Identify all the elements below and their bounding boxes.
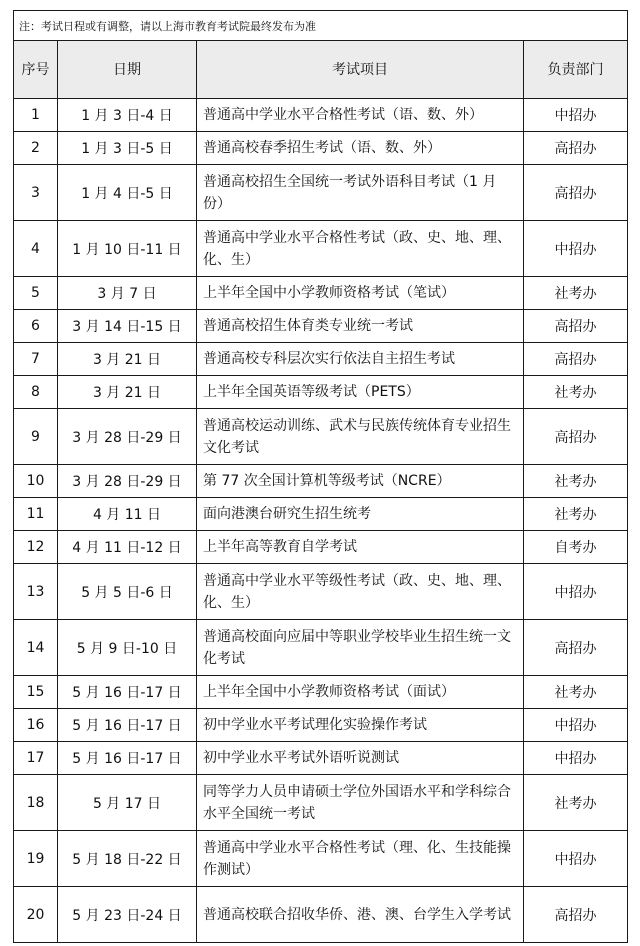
responsible-dept: 社考办 bbox=[524, 676, 628, 709]
row-number: 15 bbox=[14, 676, 58, 709]
header-item: 考试项目 bbox=[197, 41, 524, 99]
exam-item: 普通高中学业水平合格性考试（语、数、外） bbox=[197, 99, 524, 132]
row-number: 14 bbox=[14, 620, 58, 676]
table-row bbox=[14, 343, 628, 376]
responsible-dept: 中招办 bbox=[524, 99, 628, 132]
row-number: 13 bbox=[14, 564, 58, 620]
responsible-dept: 中招办 bbox=[524, 221, 628, 277]
table-row bbox=[14, 564, 628, 620]
exam-item: 普通高校联合招收华侨、港、澳、台学生入学考试 bbox=[197, 887, 524, 943]
exam-item: 上半年全国中小学教师资格考试（面试） bbox=[197, 676, 524, 709]
table-row bbox=[14, 376, 628, 409]
exam-date: 1 月 4 日-5 日 bbox=[58, 165, 197, 221]
table-row bbox=[14, 221, 628, 277]
exam-date: 3 月 14 日-15 日 bbox=[58, 310, 197, 343]
exam-date: 3 月 21 日 bbox=[58, 376, 197, 409]
responsible-dept: 自考办 bbox=[524, 531, 628, 564]
row-number: 7 bbox=[14, 343, 58, 376]
exam-date: 3 月 28 日-29 日 bbox=[58, 409, 197, 465]
row-number: 2 bbox=[14, 132, 58, 165]
row-number: 6 bbox=[14, 310, 58, 343]
exam-item: 初中学业水平考试理化实验操作考试 bbox=[197, 709, 524, 742]
exam-item: 上半年高等教育自学考试 bbox=[197, 531, 524, 564]
responsible-dept: 高招办 bbox=[524, 409, 628, 465]
row-number: 8 bbox=[14, 376, 58, 409]
exam-date: 5 月 17 日 bbox=[58, 775, 197, 831]
responsible-dept: 中招办 bbox=[524, 742, 628, 775]
exam-date: 4 月 11 日-12 日 bbox=[58, 531, 197, 564]
exam-item: 普通高校招生体育类专业统一考试 bbox=[197, 310, 524, 343]
table-row bbox=[14, 676, 628, 709]
exam-date: 1 月 3 日-5 日 bbox=[58, 132, 197, 165]
table-row bbox=[14, 831, 628, 887]
exam-date: 4 月 11 日 bbox=[58, 498, 197, 531]
row-number: 12 bbox=[14, 531, 58, 564]
exam-item: 普通高中学业水平等级性考试（政、史、地、理、化、生） bbox=[197, 564, 524, 620]
responsible-dept: 高招办 bbox=[524, 343, 628, 376]
exam-date: 1 月 10 日-11 日 bbox=[58, 221, 197, 277]
table-row bbox=[14, 310, 628, 343]
table-row bbox=[14, 709, 628, 742]
table-row bbox=[14, 531, 628, 564]
exam-item: 普通高校面向应届中等职业学校毕业生招生统一文化考试 bbox=[197, 620, 524, 676]
exam-date: 3 月 7 日 bbox=[58, 277, 197, 310]
responsible-dept: 高招办 bbox=[524, 887, 628, 943]
exam-date: 3 月 21 日 bbox=[58, 343, 197, 376]
exam-item: 初中学业水平考试外语听说测试 bbox=[197, 742, 524, 775]
row-number: 10 bbox=[14, 465, 58, 498]
responsible-dept: 高招办 bbox=[524, 132, 628, 165]
table-row bbox=[14, 99, 628, 132]
responsible-dept: 社考办 bbox=[524, 775, 628, 831]
table-row bbox=[14, 887, 628, 943]
table-row bbox=[14, 465, 628, 498]
schedule-note: 注：考试日程或有调整，请以上海市教育考试院最终发布为准 bbox=[14, 11, 628, 41]
header-date: 日期 bbox=[58, 41, 197, 99]
responsible-dept: 社考办 bbox=[524, 465, 628, 498]
responsible-dept: 社考办 bbox=[524, 376, 628, 409]
exam-date: 5 月 18 日-22 日 bbox=[58, 831, 197, 887]
row-number: 9 bbox=[14, 409, 58, 465]
responsible-dept: 高招办 bbox=[524, 165, 628, 221]
responsible-dept: 社考办 bbox=[524, 498, 628, 531]
exam-date: 5 月 16 日-17 日 bbox=[58, 742, 197, 775]
exam-date: 5 月 9 日-10 日 bbox=[58, 620, 197, 676]
exam-item: 普通高中学业水平合格性考试（政、史、地、理、化、生） bbox=[197, 221, 524, 277]
exam-date: 5 月 5 日-6 日 bbox=[58, 564, 197, 620]
exam-item: 上半年全国中小学教师资格考试（笔试） bbox=[197, 277, 524, 310]
header-row bbox=[14, 41, 628, 99]
table-row bbox=[14, 742, 628, 775]
exam-date: 5 月 16 日-17 日 bbox=[58, 709, 197, 742]
responsible-dept: 中招办 bbox=[524, 831, 628, 887]
responsible-dept: 高招办 bbox=[524, 310, 628, 343]
note-row bbox=[14, 11, 628, 41]
table-row bbox=[14, 620, 628, 676]
exam-date: 5 月 23 日-24 日 bbox=[58, 887, 197, 943]
exam-item: 普通高校专科层次实行依法自主招生考试 bbox=[197, 343, 524, 376]
exam-item: 普通高校春季招生考试（语、数、外） bbox=[197, 132, 524, 165]
table-row bbox=[14, 165, 628, 221]
header-dept: 负责部门 bbox=[524, 41, 628, 99]
table-row bbox=[14, 132, 628, 165]
exam-item: 普通高校招生全国统一考试外语科目考试（1 月份） bbox=[197, 165, 524, 221]
responsible-dept: 高招办 bbox=[524, 620, 628, 676]
row-number: 11 bbox=[14, 498, 58, 531]
exam-item: 第 77 次全国计算机等级考试（NCRE） bbox=[197, 465, 524, 498]
table-row bbox=[14, 409, 628, 465]
row-number: 4 bbox=[14, 221, 58, 277]
responsible-dept: 中招办 bbox=[524, 564, 628, 620]
responsible-dept: 社考办 bbox=[524, 277, 628, 310]
table-row bbox=[14, 277, 628, 310]
table-row bbox=[14, 498, 628, 531]
row-number: 16 bbox=[14, 709, 58, 742]
header-no: 序号 bbox=[14, 41, 58, 99]
responsible-dept: 中招办 bbox=[524, 709, 628, 742]
schedule-body bbox=[14, 99, 628, 943]
row-number: 18 bbox=[14, 775, 58, 831]
exam-date: 1 月 3 日-4 日 bbox=[58, 99, 197, 132]
table-row bbox=[14, 775, 628, 831]
row-number: 3 bbox=[14, 165, 58, 221]
exam-schedule-table bbox=[13, 10, 628, 943]
exam-schedule-sheet bbox=[13, 10, 627, 943]
exam-item: 同等学力人员申请硕士学位外国语水平和学科综合水平全国统一考试 bbox=[197, 775, 524, 831]
exam-item: 普通高校运动训练、武术与民族传统体育专业招生文化考试 bbox=[197, 409, 524, 465]
exam-date: 5 月 16 日-17 日 bbox=[58, 676, 197, 709]
row-number: 19 bbox=[14, 831, 58, 887]
exam-item: 普通高中学业水平合格性考试（理、化、生技能操作测试） bbox=[197, 831, 524, 887]
row-number: 17 bbox=[14, 742, 58, 775]
exam-item: 面向港澳台研究生招生统考 bbox=[197, 498, 524, 531]
exam-date: 3 月 28 日-29 日 bbox=[58, 465, 197, 498]
row-number: 5 bbox=[14, 277, 58, 310]
exam-item: 上半年全国英语等级考试（PETS） bbox=[197, 376, 524, 409]
row-number: 20 bbox=[14, 887, 58, 943]
row-number: 1 bbox=[14, 99, 58, 132]
